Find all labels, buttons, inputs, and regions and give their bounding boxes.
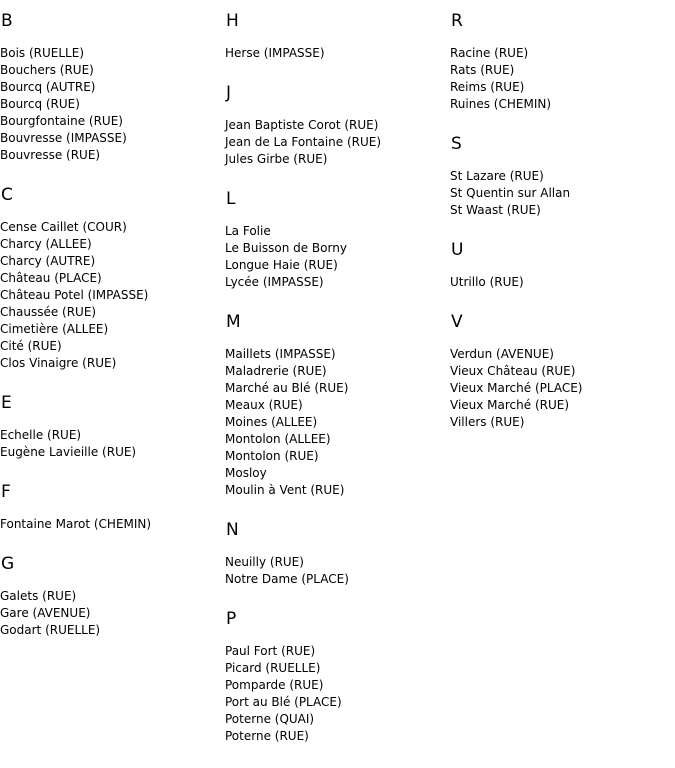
street-link[interactable]: St Quentin sur Allan [450,186,571,200]
letter-section [225,13,450,62]
street-list [225,554,450,588]
letter-section [225,85,450,168]
street-link[interactable]: Jean Baptiste Corot (RUE) [225,118,379,132]
street-link[interactable]: Paul Fort (RUE) [225,644,316,658]
street-link[interactable]: Eugène Lavieille (RUE) [0,445,137,459]
street-link[interactable]: Château Potel (IMPASSE) [0,288,149,302]
street-list [450,45,675,113]
street-link[interactable]: Echelle (RUE) [0,428,82,442]
street-link[interactable]: Le Buisson de Borny [225,241,347,255]
street-link[interactable]: Verdun (AVENUE) [450,347,554,361]
section-letter-heading: P [226,609,237,629]
street-list [225,45,450,62]
street-link[interactable]: Pomparde (RUE) [225,678,324,692]
section-letter-heading: H [226,11,239,31]
street-link[interactable]: Rats (RUE) [450,63,515,77]
letter-section [0,484,225,533]
section-letter-heading: G [1,554,15,574]
street-link[interactable]: Lycée (IMPASSE) [225,275,324,289]
street-link[interactable]: Montolon (RUE) [225,449,319,463]
street-link[interactable]: Mosloy [225,466,267,480]
street-list [450,168,675,219]
street-link[interactable]: Notre Dame (PLACE) [225,572,349,586]
street-link[interactable]: Picard (RUELLE) [225,661,321,675]
letter-section [225,611,450,745]
street-list [0,219,225,372]
directory-column [0,13,225,662]
street-link[interactable]: Maillets (IMPASSE) [225,347,336,361]
section-letter-heading: L [226,189,236,209]
directory-column [225,13,450,768]
street-link[interactable]: Villers (RUE) [450,415,525,429]
street-link[interactable]: Galets (RUE) [0,589,77,603]
section-letter-heading: R [451,11,463,31]
street-link[interactable]: Jules Girbe (RUE) [225,152,328,166]
street-link[interactable]: Bouchers (RUE) [0,63,94,77]
street-link[interactable]: St Lazare (RUE) [450,169,544,183]
section-letter-heading: B [1,11,13,31]
street-link[interactable]: Poterne (RUE) [225,729,309,743]
street-list [0,427,225,461]
street-link[interactable]: Vieux Marché (PLACE) [450,381,583,395]
street-link[interactable]: Maladrerie (RUE) [225,364,327,378]
street-link[interactable]: Racine (RUE) [450,46,529,60]
street-link[interactable]: Ruines (CHEMIN) [450,97,552,111]
street-link[interactable]: Cimetière (ALLEE) [0,322,109,336]
section-letter-heading: C [1,185,13,205]
street-link[interactable]: Bourgfontaine (RUE) [0,114,123,128]
letter-section [0,13,225,164]
section-letter-heading: U [451,240,464,260]
letter-section [450,136,675,219]
street-link[interactable]: Moulin à Vent (RUE) [225,483,345,497]
street-link[interactable]: Poterne (QUAI) [225,712,315,726]
street-list [0,45,225,164]
letter-section [225,522,450,588]
letter-section [0,395,225,461]
section-letter-heading: J [226,83,232,103]
street-link[interactable]: Bois (RUELLE) [0,46,84,60]
street-list [0,588,225,639]
street-link[interactable]: Montolon (ALLEE) [225,432,331,446]
street-link[interactable]: Bourcq (RUE) [0,97,80,111]
letter-section [450,242,675,291]
letter-section [225,314,450,499]
street-link[interactable]: Meaux (RUE) [225,398,303,412]
section-letter-heading: S [451,134,462,154]
street-link[interactable]: Charcy (AUTRE) [0,254,96,268]
street-link[interactable]: Gare (AVENUE) [0,606,91,620]
street-link[interactable]: Godart (RUELLE) [0,623,101,637]
street-link[interactable]: Utrillo (RUE) [450,275,524,289]
letter-section [225,191,450,291]
street-link[interactable]: Jean de La Fontaine (RUE) [225,135,382,149]
street-link[interactable]: Chaussée (RUE) [0,305,97,319]
letter-section [450,13,675,113]
street-link[interactable]: Moines (ALLEE) [225,415,318,429]
street-link[interactable]: St Waast (RUE) [450,203,541,217]
section-letter-heading: V [451,312,463,332]
street-link[interactable]: Marché au Blé (RUE) [225,381,349,395]
directory-column [450,13,675,454]
street-link[interactable]: Bouvresse (IMPASSE) [0,131,127,145]
street-list [225,223,450,291]
street-link[interactable]: Château (PLACE) [0,271,102,285]
street-list [450,346,675,431]
street-list [450,274,675,291]
letter-section [450,314,675,431]
section-letter-heading: N [226,520,239,540]
street-list [225,346,450,499]
street-link[interactable]: Neuilly (RUE) [225,555,304,569]
street-link[interactable]: Bourcq (AUTRE) [0,80,96,94]
street-link[interactable]: Cité (RUE) [0,339,62,353]
street-link[interactable]: Bouvresse (RUE) [0,148,101,162]
street-link[interactable]: Longue Haie (RUE) [225,258,338,272]
letter-section [0,556,225,639]
street-link[interactable]: Herse (IMPASSE) [225,46,325,60]
section-letter-heading: M [226,312,241,332]
street-link[interactable]: Reims (RUE) [450,80,525,94]
street-link[interactable]: Fontaine Marot (CHEMIN) [0,517,152,531]
street-link[interactable]: Vieux Château (RUE) [450,364,576,378]
street-link[interactable]: Clos Vinaigre (RUE) [0,356,117,370]
street-list [0,516,225,533]
street-link[interactable]: La Folie [225,224,271,238]
letter-section [0,187,225,372]
section-letter-heading: E [1,393,12,413]
street-link[interactable]: Port au Blé (PLACE) [225,695,342,709]
street-link[interactable]: Cense Caillet (COUR) [0,220,127,234]
street-list [225,643,450,745]
section-letter-heading: F [1,482,11,502]
street-link[interactable]: Vieux Marché (RUE) [450,398,570,412]
street-link[interactable]: Charcy (ALLEE) [0,237,92,251]
street-list [225,117,450,168]
